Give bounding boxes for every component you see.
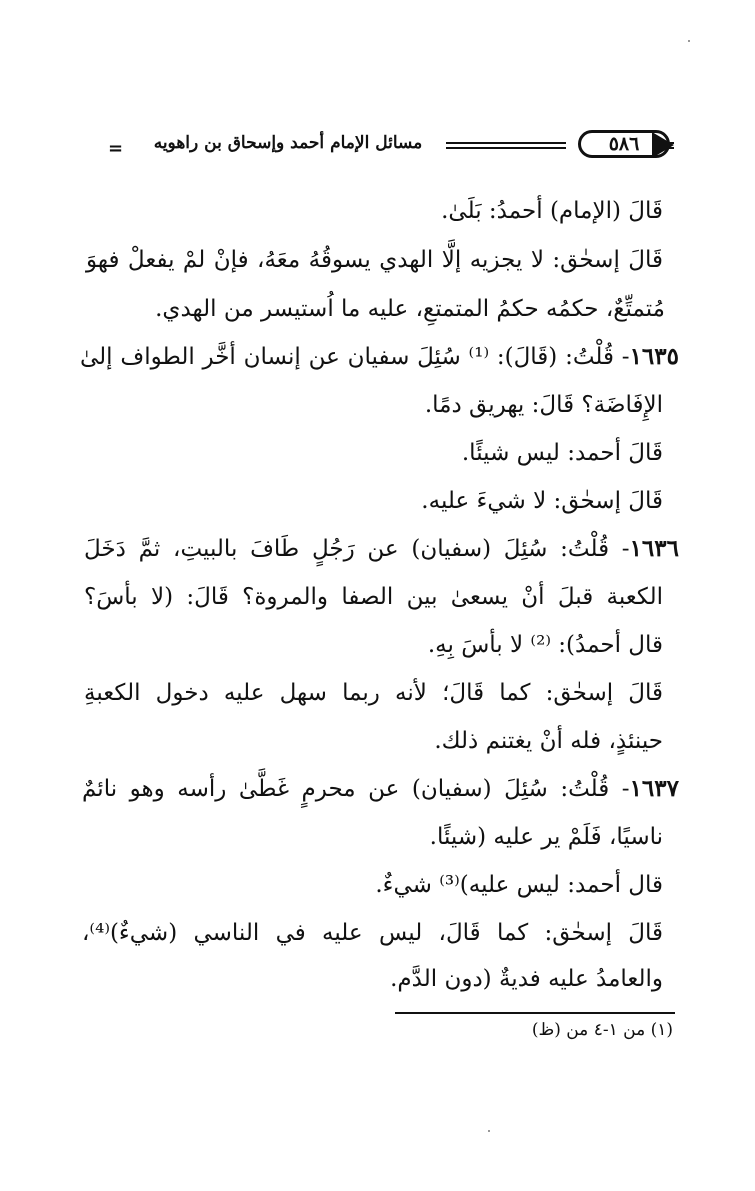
header-rule-end [668, 142, 674, 144]
text-line [0, 964, 755, 996]
line-text: حينئذٍ، فله أنْ يغتنم ذلك. [434, 728, 663, 754]
text-line [0, 726, 755, 758]
line-text: قَالَ إسحٰق: لا يجزيه إلَّا الهدي يسوقُهُ معَهُ، فإنْ لمْ يفعلْ فهوَ [86, 247, 663, 273]
header-rule [446, 142, 566, 144]
text-line [0, 582, 755, 614]
line-text: قَالَ إسحٰق: كما قَالَ؛ لأنه ربما سهل عليه دخول الكعبةِ [84, 680, 663, 706]
book-title: مسائل الإمام أحمد وإسحاق بن راهويه [153, 133, 423, 153]
line-text: قال أحمد: ليس عليه)⁽³⁾ شيءٌ. [375, 872, 663, 898]
line-text: - قُلْتُ: سُئِلَ (سفيان) عن رَجُلٍ طَافَ بالبيتِ، ثمَّ دَخَلَ [84, 536, 630, 562]
line-text: قَالَ أحمد: ليس شيئًا. [461, 440, 663, 466]
running-header [108, 130, 674, 160]
text-line [0, 822, 755, 854]
entry-number: ١٦٣٦ [629, 535, 679, 562]
line-text: الكعبة قبلَ أنْ يسعىٰ بين الصفا والمروة؟ قَالَ: (لا بأسَ؟ [84, 584, 663, 610]
entry-line [0, 534, 755, 566]
entry-number: ١٦٣٧ [629, 775, 679, 802]
text-line [0, 630, 755, 662]
text-line [0, 196, 755, 228]
entry-line [0, 774, 755, 806]
text-line [0, 245, 755, 277]
entry-number: ١٦٣٥ [629, 343, 679, 370]
entry-line [0, 342, 755, 374]
text-line [0, 438, 755, 470]
line-text: قال أحمدُ): ⁽²⁾ لا بأسَ بِهِ. [427, 632, 663, 658]
line-text: - قُلْتُ: سُئِلَ (سفيان) عن محرمٍ غَطَّىٰ رأسه وهو نائمٌ [82, 776, 630, 802]
text-line [0, 870, 755, 902]
footnote: (١) من ١-٤ من (ظ) [531, 1020, 673, 1040]
header-title-mark: = [108, 138, 124, 159]
line-text: قَالَ (الإمام) أحمدُ: بَلَىٰ. [441, 198, 663, 224]
scan-speck [488, 1130, 490, 1132]
page-number: ٥٨٦ [578, 130, 670, 158]
line-text: قَالَ إسحٰق: لا شيءَ عليه. [421, 488, 663, 514]
text-line [0, 390, 755, 422]
text-line [0, 678, 755, 710]
scan-speck [688, 40, 690, 42]
text-line [0, 486, 755, 518]
line-text: والعامدُ عليه فديةٌ (دون الدَّم. [390, 966, 663, 992]
line-text: ناسيًا، فَلَمْ ير عليه (شيئًا. [429, 824, 663, 850]
line-text: مُتمتِّعٌ، حكمُه حكمُ المتمتعِ، عليه ما اُستيسر من الهدي. [155, 296, 665, 322]
footnote-rule [395, 1012, 675, 1014]
text-line [0, 918, 755, 950]
page-number-arrow [652, 132, 674, 158]
line-text: الإِفَاضَة؟ قَالَ: يهريق دمًا. [424, 392, 663, 418]
text-line [0, 294, 755, 326]
line-text: - قُلْتُ: (قَالَ): ⁽¹⁾ سُئِلَ سفيان عن إنسان أخَّر الطواف إلىٰ [80, 344, 630, 370]
line-text: قَالَ إسحٰق: كما قَالَ، ليس عليه في الناسي (شيءٌ)⁽⁴⁾، [82, 920, 663, 946]
